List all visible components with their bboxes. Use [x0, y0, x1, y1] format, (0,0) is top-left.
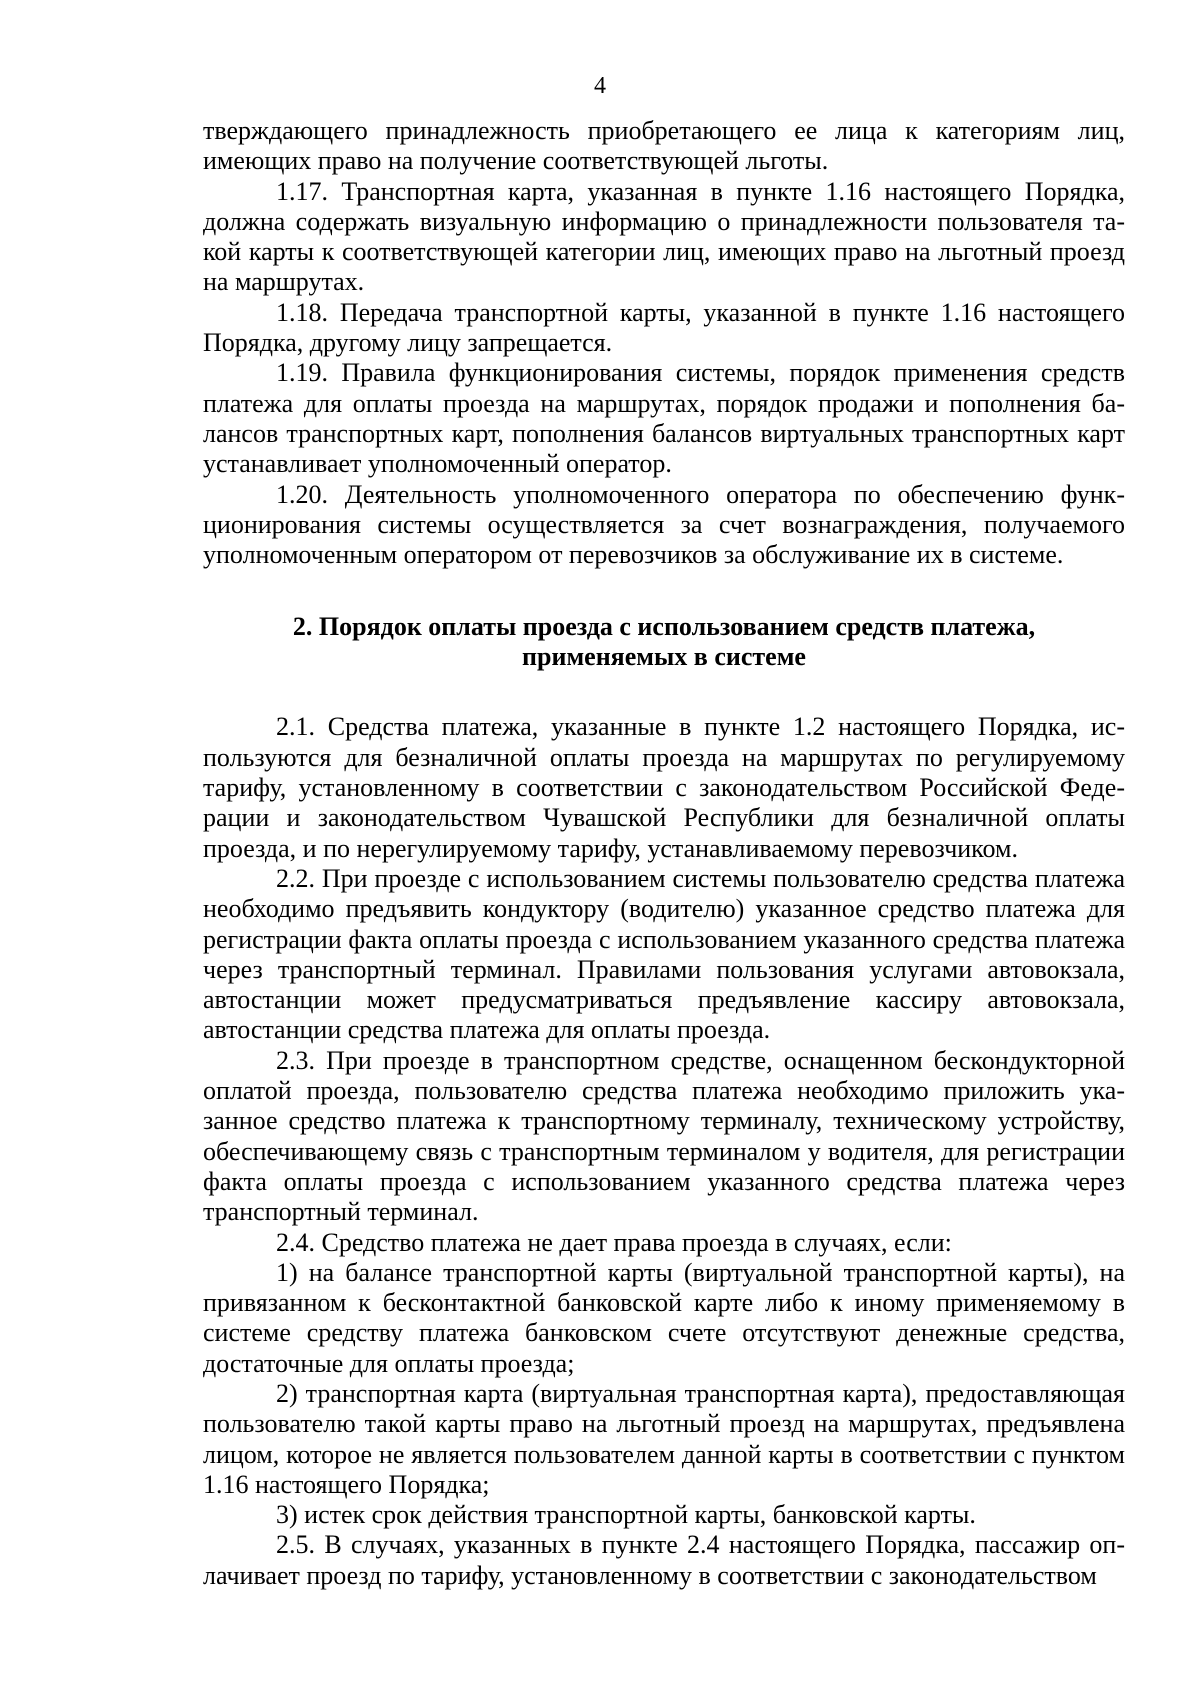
paragraph-1-18: 1.18. Передача транспортной карты, указанной в пункте 1.16 настоящего Порядка, другому лицу запрещается.	[203, 297, 1125, 358]
paragraph-2-4: 2.4. Средство платежа не дает права проезда в случаях, если:	[276, 1227, 952, 1257]
paragraph-continuation: тверждающего принадлежность приобретающего ее лица к категориям лиц, имеющих право на получение соответствующей льготы.	[203, 116, 1125, 176]
paragraph-1-19: 1.19. Правила функционирования системы, порядок применения средств платежа для оплаты проезда на маршрутах, порядок продажи и пополнения балансов транспортных карт, пополнения балансов виртуальных транспортных карт устанавливает уполномоченный оператор.	[203, 358, 1125, 479]
paragraph-1-17: 1.17. Транспортная карта, указанная в пункте 1.16 настоящего Порядка, должна содержать визуальную информацию о принадлежности пользователя такой карты к соответствующей категории лиц, имеющих право на льготный проезд на маршрутах.	[203, 176, 1125, 297]
list-item-2-4-2: 2) транспортная карта (виртуальная транспортная карта), предоставляющая пользователю такой карты право на льготный проезд на маршрутах, предъявлена лицом, которое не является пользователем данной карты в соответствии с пунктом 1.16 настоящего Порядка;	[203, 1378, 1125, 1499]
section-2-heading-line-1: 2. Порядок оплаты проезда с использованием средств платежа,	[292, 612, 1036, 642]
paragraph-2-3: 2.3. При проезде в транспортном средстве, оснащенном бескондукторной оплатой проезда, пользователю средства платежа необходимо приложить указанное средство платежа к транспортному терминалу, техническому устройству, обеспечивающему связь с транспортным терминалом у водителя, для регистрации факта оплаты проезда с использованием указанного средства платежа через транспортный терминал.	[203, 1045, 1125, 1227]
paragraph-2-1: 2.1. Средства платежа, указанные в пункте 1.2 настоящего Порядка, используются для безналичной оплаты проезда на маршрутах по регулируемому тарифу, установленному в соответствии с законодательством Российской Федерации и законодательством Чувашской Республики для безналичной оплаты проезда, и по нерегулируемому тарифу, устанавливаемому перевозчиком.	[203, 712, 1125, 863]
list-item-2-4-1: 1) на балансе транспортной карты (виртуальной транспортной карты), на привязанном к бесконтактной банковской карте либо к иному применяемому в системе средству платежа банковском счете отсутствуют денежные средства, достаточные для оплаты проезда;	[203, 1257, 1125, 1378]
page-number: 4	[594, 73, 606, 99]
list-item-2-4-3: 3) истек срок действия транспортной карты, банковской карты.	[276, 1500, 976, 1530]
document-body	[203, 116, 1125, 1591]
paragraph-1-20: 1.20. Деятельность уполномоченного оператора по обеспечению функционирования системы осуществляется за счет вознаграждения, получаемого уполномоченным оператором от перевозчиков за обслуживание их в системе.	[203, 479, 1125, 570]
section-2-heading	[203, 612, 1125, 672]
paragraph-2-5: 2.5. В случаях, указанных в пункте 2.4 настоящего Порядка, пассажир оплачивает проезд по тарифу, установленному в соответствии с законодательством	[203, 1530, 1125, 1590]
paragraph-2-2: 2.2. При проезде с использованием системы пользователю средства платежа необходимо предъявить кондуктору (водителю) указанное средство платежа для регистрации факта оплаты проезда с использованием указанного средства платежа через транспортный терминал. Правилами пользования услугами автовокзала, автостанции может предусматриваться предъявление кассиру автовокзала, автостанции средства платежа для оплаты проезда.	[203, 863, 1125, 1045]
section-2-heading-line-2: применяемых в системе	[522, 642, 806, 672]
